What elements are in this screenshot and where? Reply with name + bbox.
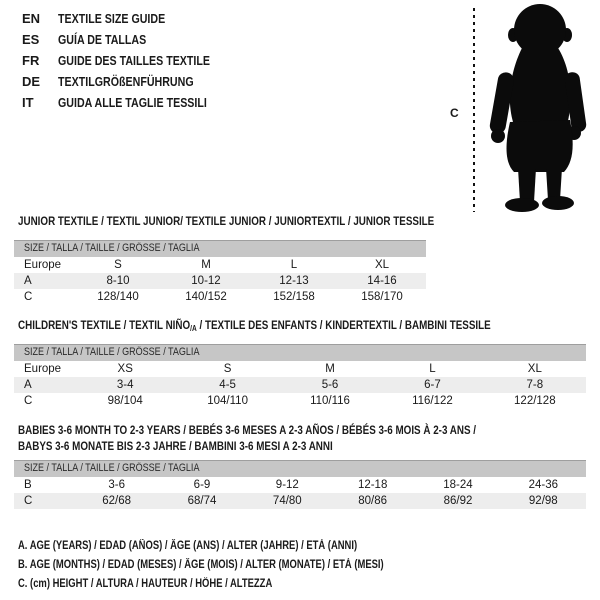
childrens-size-table <box>14 344 586 409</box>
height-cell: 122/128 <box>514 395 556 407</box>
height-cell: 80/86 <box>358 495 388 507</box>
age-cell: 4-5 <box>219 379 236 391</box>
age-cell: 12-13 <box>279 275 309 287</box>
age-cell: 7-8 <box>526 379 544 391</box>
age-cell: 3-4 <box>116 379 134 391</box>
height-cell: 152/158 <box>273 291 315 303</box>
height-cell: 92/98 <box>528 495 558 507</box>
language-list <box>22 8 243 113</box>
size-cell: S <box>114 259 122 271</box>
height-cell: 86/92 <box>443 495 473 507</box>
baby-silhouette-icon <box>486 2 592 214</box>
footnote-c: C. (cm) HEIGHT / ALTURA / HAUTEUR / HÖHE / ALTEZZA <box>18 578 273 590</box>
age-cell: 6-7 <box>424 379 441 391</box>
language-code: EN <box>22 11 41 26</box>
size-cell: M <box>325 363 335 375</box>
size-cell: L <box>429 363 436 375</box>
language-row-en <box>22 8 243 29</box>
row-label: C <box>24 291 33 303</box>
height-cell: 104/110 <box>207 395 248 407</box>
language-title: TEXTILE SIZE GUIDE <box>58 11 166 26</box>
table-row <box>14 273 426 289</box>
size-cell: XL <box>527 363 542 375</box>
language-code: IT <box>22 95 34 110</box>
height-cell: 68/74 <box>187 495 217 507</box>
childrens-section-title: CHILDREN'S TEXTILE / TEXTIL $NIÑO_{/A}$ / TEXTILE DES ENFANTS / KINDERTEXTIL / BAMBINI TESSILE <box>18 318 491 333</box>
height-cell: 140/152 <box>185 291 227 303</box>
babies-size-table <box>14 460 586 509</box>
size-cell: S <box>223 363 232 375</box>
language-row-de <box>22 71 243 92</box>
months-cell: 18-24 <box>443 479 473 491</box>
height-cell: 116/122 <box>412 395 453 407</box>
junior-section-title: JUNIOR TEXTILE / TEXTIL JUNIOR/ TEXTILE JUNIOR / JUNIORTEXTIL / JUNIOR TESSILE <box>18 214 435 228</box>
footnote-b: B. AGE (MONTHS) / EDAD (MESES) / ÂGE (MOIS) / ALTER (MONATE) / ETÀ (MESI) <box>18 559 384 571</box>
table-row <box>14 477 586 493</box>
row-label: C <box>24 495 33 507</box>
height-cell: 158/170 <box>361 291 403 303</box>
language-row-it <box>22 92 243 113</box>
age-cell: 10-12 <box>191 275 221 287</box>
row-label: A <box>24 275 32 287</box>
age-cell: 8-10 <box>106 275 130 287</box>
language-title: GUIDA ALLE TAGLIE TESSILI <box>58 95 207 110</box>
age-cell: 5-6 <box>321 379 339 391</box>
table-row <box>14 377 586 393</box>
language-row-fr <box>22 50 243 71</box>
size-cell: XS <box>117 363 133 375</box>
footnote-a: A. AGE (YEARS) / EDAD (AÑOS) / ÂGE (ANS) / ALTER (JAHRE) / ETÀ (ANNI) <box>18 540 358 552</box>
language-code: FR <box>22 53 40 68</box>
months-cell: 9-12 <box>275 479 299 491</box>
language-code: ES <box>22 32 40 47</box>
table-row <box>14 361 586 377</box>
language-title: GUÍA DE TALLAS <box>58 32 147 47</box>
junior-size-table <box>14 240 426 305</box>
height-measure-label: C <box>450 106 459 120</box>
height-measure-line <box>473 8 475 212</box>
babies-section-title: BABIES 3-6 MONTH TO 2-3 YEARS / BEBÉS 3-6 MESES A 2-3 AÑOS / BÉBÉS 3-6 MOIS À 2-3 ANS / BABYS 3-6 MONATE BIS 2-3 JAHRE / BAMBINI 3-6 MESI A 2-3 ANNI <box>18 423 477 453</box>
table-row <box>14 393 586 409</box>
size-header-bar: SIZE / TALLA / TAILLE / GRÖSSE / TAGLIA <box>14 240 426 257</box>
size-cell: L <box>290 259 298 271</box>
language-title: TEXTILGRÖßENFÜHRUNG <box>58 74 194 89</box>
row-label: Europe <box>24 363 62 375</box>
age-cell: 14-16 <box>367 275 397 287</box>
months-cell: 24-36 <box>528 479 559 491</box>
table-row <box>14 289 426 305</box>
months-cell: 3-6 <box>108 479 125 491</box>
size-cell: XL <box>374 259 390 271</box>
legend-footnotes <box>18 537 464 594</box>
height-cell: 128/140 <box>97 291 139 303</box>
language-code: DE <box>22 74 41 89</box>
table-row <box>14 493 586 509</box>
height-cell: 98/104 <box>107 395 143 407</box>
table-row <box>14 257 426 273</box>
height-cell: 62/68 <box>102 495 132 507</box>
language-row-es <box>22 29 243 50</box>
language-title: GUIDE DES TAILLES TEXTILE <box>58 53 211 68</box>
size-cell: M <box>201 259 211 271</box>
height-cell: 110/116 <box>310 395 350 407</box>
size-header-bar: SIZE / TALLA / TAILLE / GRÖSSE / TAGLIA <box>14 344 586 361</box>
row-label: C <box>24 395 33 407</box>
row-label: B <box>24 479 32 491</box>
months-cell: 12-18 <box>357 479 388 491</box>
size-header-bar: SIZE / TALLA / TAILLE / GRÖSSE / TAGLIA <box>14 460 586 477</box>
row-label: Europe <box>24 259 62 271</box>
months-cell: 6-9 <box>193 479 211 491</box>
row-label: A <box>24 379 32 391</box>
height-cell: 74/80 <box>272 495 302 507</box>
